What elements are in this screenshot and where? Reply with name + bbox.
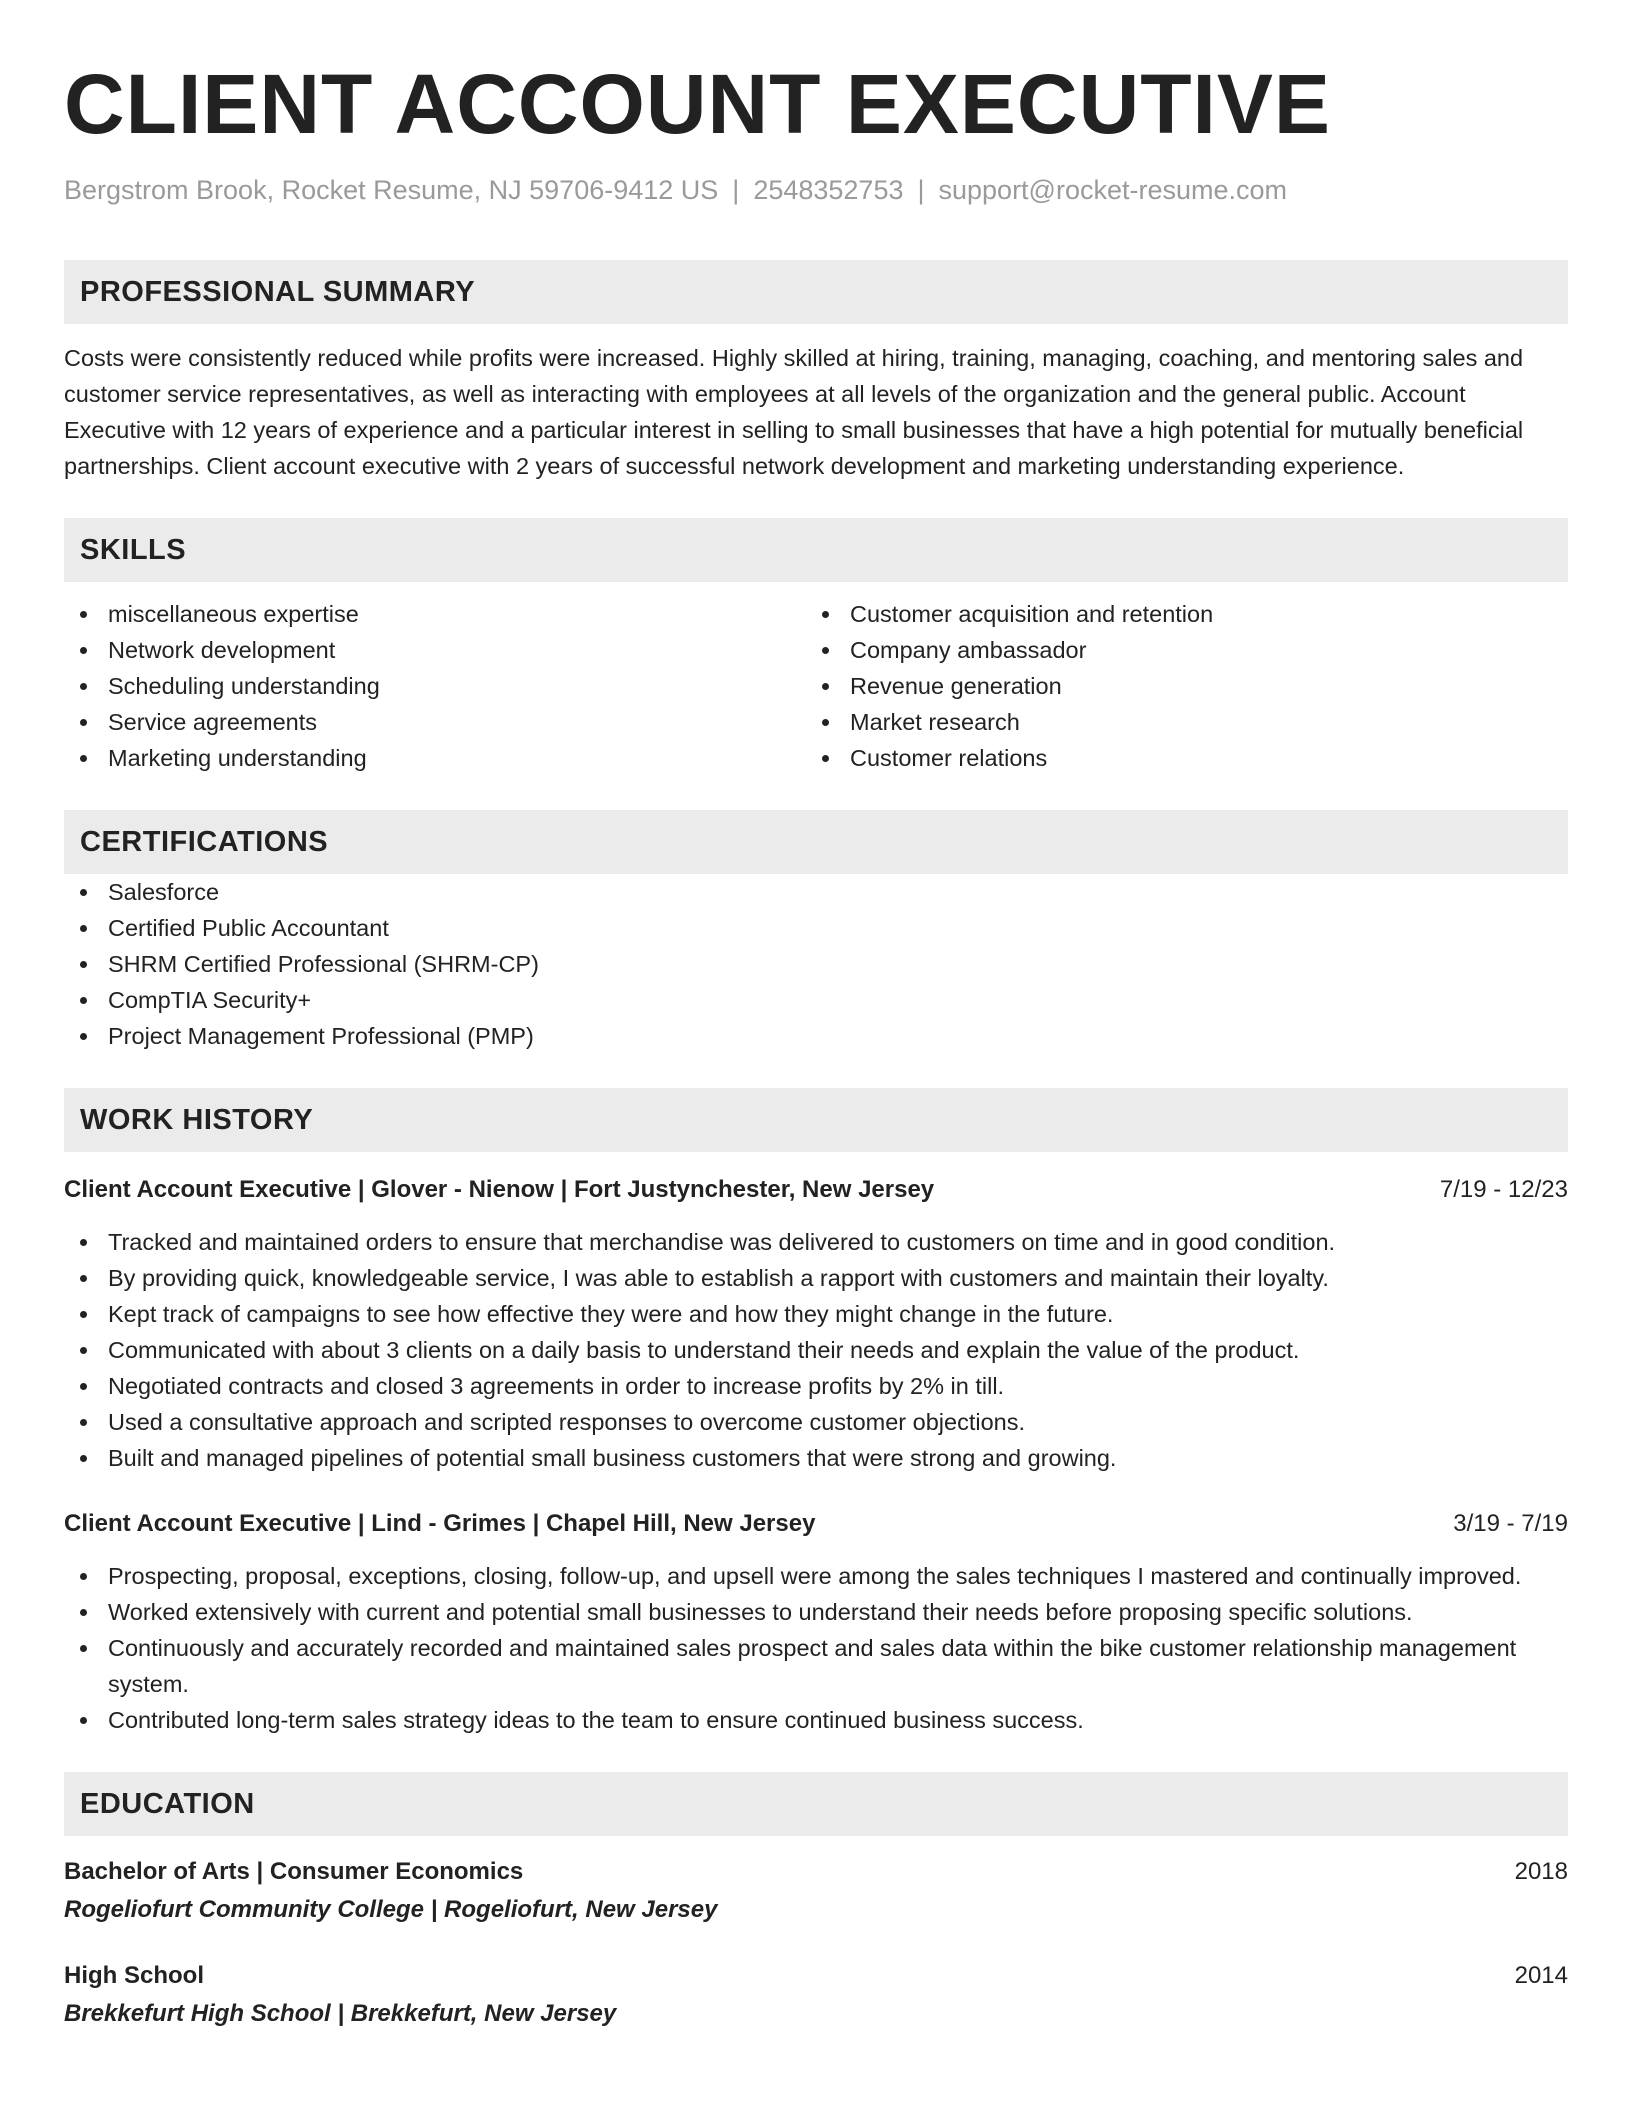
education-entry [64,1958,1568,2034]
job-bullet-text: Used a consultative approach and scripted responses to overcome customer objections. [108,1409,1025,1435]
bullet-icon [80,1033,87,1040]
job-bullet [64,1630,1568,1702]
section-header-work-history: WORK HISTORY [64,1088,1568,1152]
job-bullet-text: Contributed long-term sales strategy ideas to the team to ensure continued business success. [108,1707,1084,1733]
bullet-icon [80,1717,87,1724]
bullet-icon [80,1455,87,1462]
bullet-icon [80,889,87,896]
contact-email: support@rocket-resume.com [938,175,1288,205]
certification-item [64,910,1568,946]
job-bullets [64,1558,1568,1738]
bullet-icon [80,683,87,690]
job-bullet-text: Built and managed pipelines of potential small business customers that were strong and growing. [108,1445,1117,1471]
contact-separator: | [917,175,925,205]
skill-item [806,740,1548,776]
bullet-icon [80,647,87,654]
bullet-icon [80,1239,87,1246]
bullet-icon [822,611,829,618]
section-header-certifications: CERTIFICATIONS [64,810,1568,874]
certification-item [64,874,1568,910]
job-dates: 3/19 - 7/19 [1453,1510,1568,1537]
skill-label: Service agreements [108,709,317,735]
education-header [64,1958,1568,1994]
job-bullet-text: Prospecting, proposal, exceptions, closing, follow-up, and upsell were among the sales techniques I mastered and continually improved. [108,1563,1522,1589]
job-bullet [64,1260,1568,1296]
job-bullet [64,1296,1568,1332]
bullet-icon [80,1383,87,1390]
bullet-icon [822,647,829,654]
skill-label: Customer relations [850,745,1048,771]
education-entry [64,1854,1568,1930]
resume-page [64,0,1568,2034]
education-degree: Bachelor of Arts | Consumer Economics [64,1858,524,1885]
job-bullet [64,1332,1568,1368]
section-header-summary: PROFESSIONAL SUMMARY [64,260,1568,324]
bullet-icon [822,755,829,762]
skill-label: Market research [850,709,1020,735]
skill-item [64,596,806,632]
certification-label: Salesforce [108,879,220,905]
bullet-icon [80,611,87,618]
skill-item [806,596,1548,632]
job-header [64,1506,1568,1542]
certification-item [64,1018,1568,1054]
certification-item [64,982,1568,1018]
job-bullet [64,1224,1568,1260]
job-entry [64,1172,1568,1476]
bullet-icon [80,1645,87,1652]
education-header [64,1854,1568,1890]
skill-item [806,632,1548,668]
job-bullet [64,1440,1568,1476]
skill-label: Marketing understanding [108,745,367,771]
job-bullet [64,1558,1568,1594]
skill-label: Network development [108,637,336,663]
bullet-icon [80,1609,87,1616]
bullet-icon [80,925,87,932]
skill-item [64,704,806,740]
contact-phone: 2548352753 [753,175,904,205]
bullet-icon [80,719,87,726]
summary-text: Costs were consistently reduced while profits were increased. Highly skilled at hiring, training, managing, coaching, and mentoring sales and customer service representatives, as well as interacting with employees at all levels of the organization and the general public. Account Executive with 12 years of experience and a particular interest in selling to small businesses that have a high potential for mutually beneficial partnerships. Client account executive with 2 years of successful network development and marketing understanding experience. [64,345,1524,479]
certification-label: CompTIA Security+ [108,987,312,1013]
resume-name-title: CLIENT ACCOUNT EXECUTIVE [64,57,1331,151]
job-bullet [64,1368,1568,1404]
job-bullet-text: Tracked and maintained orders to ensure that merchandise was delivered to customers on time and in good condition. [108,1229,1336,1255]
job-title: Client Account Executive | Glover - Nienow | Fort Justynchester, New Jersey [64,1176,935,1203]
education-school: Rogeliofurt Community College | Rogeliofurt, New Jersey [64,1896,718,1923]
bullet-icon [80,1311,87,1318]
job-bullet-text: By providing quick, knowledgeable service, I was able to establish a rapport with customers and maintain their loyalty. [108,1265,1329,1291]
skills-grid [64,596,1568,776]
skill-label: Company ambassador [850,637,1087,663]
skill-label: Customer acquisition and retention [850,601,1214,627]
skill-item [806,704,1548,740]
skills-list-right [806,596,1548,776]
bullet-icon [80,1275,87,1282]
bullet-icon [80,961,87,968]
job-bullet-text: Continuously and accurately recorded and maintained sales prospect and sales data within the bike customer relationship management system. [108,1635,1517,1697]
skills-list-left [64,596,806,776]
job-bullet-text: Kept track of campaigns to see how effective they were and how they might change in the future. [108,1301,1114,1327]
bullet-icon [822,719,829,726]
job-bullet [64,1404,1568,1440]
contact-separator: | [732,175,740,205]
certifications-list [64,874,1568,1054]
education-school: Brekkefurt High School | Brekkefurt, New Jersey [64,2000,617,2027]
skill-label: Scheduling understanding [108,673,380,699]
job-entry [64,1506,1568,1738]
contact-address: Bergstrom Brook, Rocket Resume, NJ 59706-9412 US [64,175,719,205]
skill-label: Revenue generation [850,673,1062,699]
bullet-icon [80,1347,87,1354]
job-bullet-text: Worked extensively with current and potential small businesses to understand their needs before proposing specific solutions. [108,1599,1413,1625]
skill-item [806,668,1548,704]
job-title: Client Account Executive | Lind - Grimes | Chapel Hill, New Jersey [64,1510,816,1537]
skill-item [64,668,806,704]
job-bullet-text: Negotiated contracts and closed 3 agreements in order to increase profits by 2% in till. [108,1373,1005,1399]
certification-label: Certified Public Accountant [108,915,389,941]
skill-label: miscellaneous expertise [108,601,359,627]
bullet-icon [822,683,829,690]
contact-line [64,172,1568,208]
bullet-icon [80,755,87,762]
job-dates: 7/19 - 12/23 [1439,1176,1568,1203]
skill-item [64,632,806,668]
bullet-icon [80,997,87,1004]
job-bullet [64,1702,1568,1738]
job-bullets [64,1224,1568,1476]
education-year: 2018 [1514,1858,1568,1885]
section-header-skills: SKILLS [64,518,1568,582]
section-header-education: EDUCATION [64,1772,1568,1836]
skill-item [64,740,806,776]
certification-label: SHRM Certified Professional (SHRM-CP) [108,951,539,977]
bullet-icon [80,1573,87,1580]
certification-item [64,946,1568,982]
certification-label: Project Management Professional (PMP) [108,1023,534,1049]
bullet-icon [80,1419,87,1426]
job-bullet [64,1594,1568,1630]
job-bullet-text: Communicated with about 3 clients on a daily basis to understand their needs and explain the value of the product. [108,1337,1300,1363]
education-year: 2014 [1514,1962,1568,1989]
education-degree: High School [64,1962,204,1989]
job-header [64,1172,1568,1208]
